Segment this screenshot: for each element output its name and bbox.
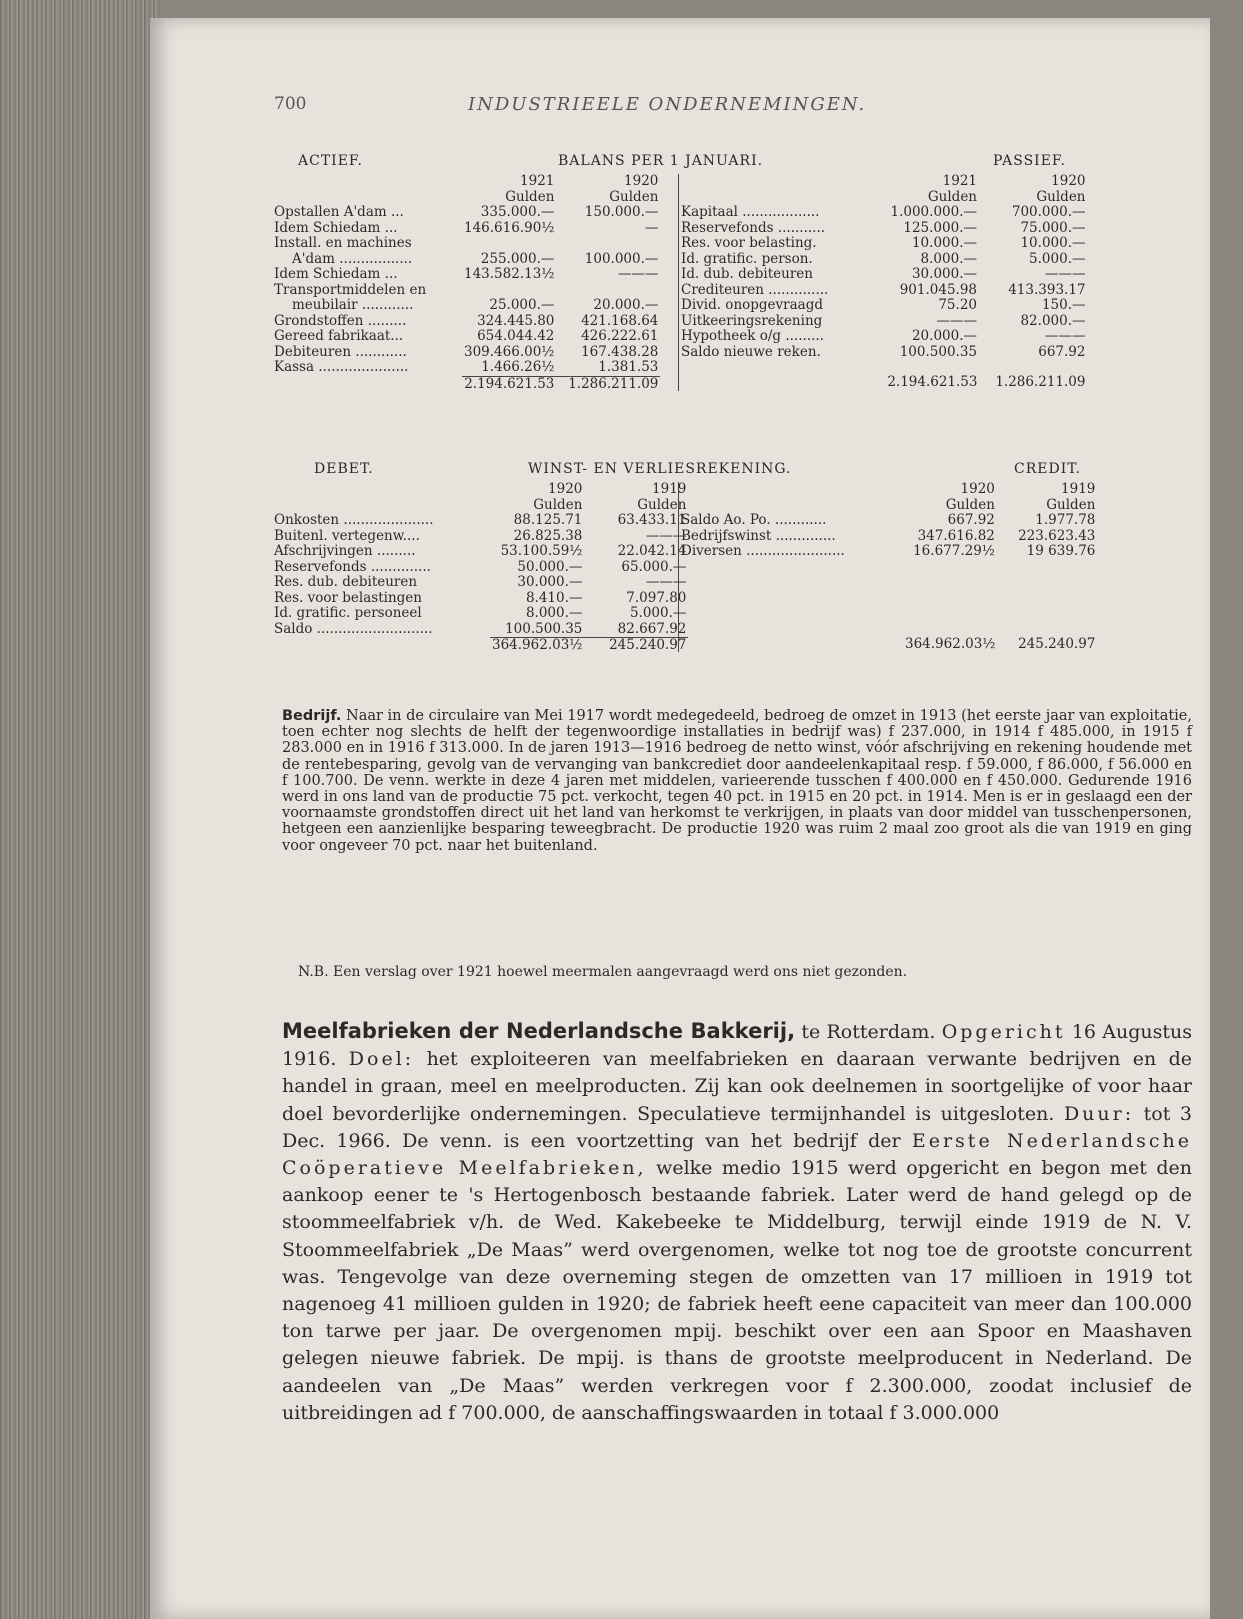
row-label: Transportmiddelen en: [274, 281, 427, 298]
row-label: Crediteuren ..............: [679, 283, 874, 299]
bedrijf-lead: Bedrijf.: [282, 708, 342, 724]
row-label: A'dam .................: [292, 250, 413, 267]
row-value-previous: 667.92: [1038, 343, 1086, 360]
running-title: INDUSTRIEELE ONDERNEMINGEN.: [468, 94, 867, 115]
duur-label: Duur:: [1063, 1102, 1135, 1125]
balance-asset-row: [272, 298, 660, 314]
bedrijf-text: Naar in de circulaire van Mei 1917 wordt medegedeeld, bedroeg de omzet in 1913 (het eerste jaar van exploitatie, toen echter nog slechts de helft der tegenwoordige installaties in bedrijf was) f 237.000, in 1914 f 485.000, in 1915 f 283.000 en in 1916 f 313.000. In de jaren 1913—1916 bedroeg de netto winst, vóór afschrijving en rekening houdende met de rentebesparing, gevolg van de vervanging van bankcrediet door aandeelenkapitaal resp. f 59.000, f 86.000, f 56.000 en f 100.700. De venn. werkte in deze 4 jaren met middelen, varieerende tusschen f 400.000 en f 450.000. Gedurende 1916 werd in ons land van de productie 75 pct. verkocht, tegen 40 pct. in 1915 en 20 pct. in 1914. Men is er in geslaagd een der voornaamste grondstoffen direct uit het land van herkomst te verkrijgen, in plaats van door middel van tusschenpersonen, hetgeen een aanzienlijke besparing teweegbracht. De productie 1920 was ruim 2 maal zoo groot als die van 1919 en ging voor ongeveer 70 pct. naar het buitenland.: [282, 708, 1192, 854]
row-value-previous: ———: [645, 574, 687, 590]
row-value-previous: ———: [645, 527, 687, 544]
row-value-previous: 421.168.64: [581, 312, 659, 329]
row-label: Bedrijfswinst ..............: [679, 529, 904, 545]
currency-label: Gulden: [505, 188, 555, 205]
row-label: Buitenl. vertegenw....: [274, 527, 420, 544]
balance-assets-year: 1920: [624, 173, 659, 189]
currency-label: Gulden: [1046, 496, 1096, 513]
pl-total-current: 364.962.03½: [492, 637, 583, 653]
balance-left-title: ACTIEF.: [298, 153, 363, 169]
balance-asset-row: [272, 360, 660, 376]
row-value-current: 146.616.90½: [464, 219, 555, 236]
former-company-name: Eerste Nederlandsche Coöperatieve Meelfabrieken,: [282, 1129, 1192, 1180]
row-value-current: 30.000.—: [517, 574, 583, 590]
balance-assets-table: [272, 174, 660, 392]
balance-liability-row: [679, 205, 1088, 221]
row-value-current: 26.825.38: [513, 527, 583, 544]
row-value-current: 100.500.35: [490, 622, 584, 638]
book-page-edges: [0, 0, 160, 1619]
row-value-current: 347.616.82: [917, 527, 995, 544]
row-label: Id. dub. debiteuren: [679, 267, 874, 283]
row-label: Res. dub. debiteuren: [274, 574, 418, 590]
balance-liability-row: [679, 267, 1088, 283]
balance-asset-row: [272, 314, 660, 330]
pl-debit-table: [272, 482, 688, 654]
row-value-previous: 426.222.61: [581, 328, 659, 344]
row-value-current: 25.000.—: [489, 297, 555, 313]
row-value-current: 1.466.26½: [462, 360, 556, 376]
row-value-previous: 82.667.92: [584, 622, 688, 638]
row-value-previous: 150.000.—: [584, 204, 659, 220]
row-value-previous: [556, 283, 660, 299]
row-label: Id. gratific. person.: [679, 252, 874, 268]
balance-liabilities-year: 1921: [942, 173, 977, 189]
row-value-current: [462, 236, 556, 252]
page-number: 700: [274, 94, 307, 114]
row-value-previous: 150.—: [1041, 297, 1086, 313]
row-value-current: [462, 283, 556, 299]
balance-liability-row: [679, 314, 1088, 330]
row-value-current: 53.100.59½: [500, 543, 583, 559]
pl-credit-row: [679, 544, 1098, 560]
row-value-current: 50.000.—: [517, 558, 583, 575]
row-value-previous: 167.438.28: [581, 343, 659, 360]
row-value-previous: [556, 236, 660, 252]
row-value-previous: 223.623.43: [1018, 527, 1096, 544]
pl-total-previous: 245.240.97: [1018, 635, 1096, 652]
company-paragraph: [282, 1018, 1192, 1427]
balance-liabilities-year: 1920: [1051, 173, 1086, 189]
row-label: Diversen .......................: [679, 544, 904, 560]
row-value-previous: ———: [1045, 328, 1086, 344]
pl-credit-year: 1920: [960, 481, 995, 497]
row-label: Opstallen A'dam ...: [274, 204, 404, 220]
row-value-current: 16.677.29½: [913, 543, 995, 559]
pl-total-previous: 245.240.97: [609, 637, 687, 653]
row-label: Kassa .....................: [274, 359, 409, 375]
pl-debit-year: 1920: [548, 481, 583, 497]
balance-asset-row: [272, 283, 660, 299]
currency-label: Gulden: [945, 496, 995, 513]
row-value-current: 100.500.35: [899, 343, 977, 360]
balance-asset-row: [272, 329, 660, 345]
row-value-current: 10.000.—: [911, 235, 977, 251]
pl-debit-row: [272, 575, 688, 591]
row-label: Saldo nieuwe reken.: [679, 345, 874, 361]
balance-liability-row: [679, 236, 1088, 252]
running-head: [150, 94, 1210, 124]
row-value-previous: ———: [617, 266, 659, 282]
row-label: Saldo Ao. Po. ............: [679, 513, 904, 529]
balance-liability-row: [679, 298, 1088, 314]
row-value-previous: 82.000.—: [1020, 312, 1086, 329]
currency-label: Gulden: [927, 188, 977, 205]
row-value-current: 88.125.71: [513, 512, 583, 528]
row-value-previous: 5.000.—: [629, 605, 687, 621]
company-text-5: welke medio 1915 werd opgericht en begon met den aankoop eener te 's Hertogenbosch bestaande fabriek. Later werd de hand gelegd op de stoommeelfabriek v/h. de Wed. Kakebeeke te Middelburg, terwijl einde 1919 de N. V. Stoommeelfabriek „De Maas” werd overgenomen, welke tot nog toe de grootste concurrent was. Tengevolge van deze overneming stegen de omzetten van 17 millioen in 1919 tot nagenoeg 41 millioen gulden in 1920; de fabriek heeft eene capaciteit van meer dan 100.000 ton tarwe per jaar. De overgenomen mpij. beschikt over een aan Spoor en Maashaven gelegen nieuwe fabriek. De mpij. is thans de grootste meelproducent in Nederland. De aandeelen van „De Maas” werden verkregen voor f 2.300.000, zoodat inclusief de uitbreidingen ad f 700.000, de aanschaffingswaarden in totaal f 3.000.000: [282, 1157, 1192, 1424]
balance-total-current: 2.194.621.53: [887, 374, 978, 390]
row-value-current: 1.000.000.—: [890, 204, 977, 220]
balance-assets-year: 1921: [520, 173, 555, 189]
row-value-current: 143.582.13½: [464, 266, 555, 282]
balance-liability-row: [679, 252, 1088, 268]
balance-asset-row: [272, 267, 660, 283]
pl-credit-row: [679, 529, 1098, 545]
row-label: Reservefonds ..............: [274, 558, 431, 575]
row-value-current: 30.000.—: [911, 266, 977, 282]
row-label: meubilair ............: [292, 297, 414, 313]
row-value-current: 255.000.—: [480, 250, 555, 267]
row-value-current: 324.445.80: [477, 312, 555, 329]
note: N.B. Een verslag over 1921 hoewel meermalen aangevraagd werd ons niet gezonden.: [298, 964, 908, 980]
row-value-previous: 5.000.—: [1029, 250, 1086, 267]
row-label: Idem Schiedam ...: [274, 266, 398, 282]
company-text-3: het exploiteeren van meelfabrieken en daaraan verwante bedrijven en de handel in graan, meel en meelproducten. Zij kan ook deelnemen in soortgelijke of voor haar doel bevorderlijke ondernemingen. Speculatieve termijnhandel is uitgesloten.: [282, 1048, 1192, 1125]
pl-credit-row: [679, 513, 1098, 529]
row-label: Debiteuren ............: [274, 343, 407, 360]
balance-total-current: 2.194.621.53: [464, 375, 555, 392]
row-value-previous: 10.000.—: [1020, 235, 1086, 251]
row-label: Kapitaal ..................: [679, 205, 874, 221]
pl-credit-year: 1919: [1061, 481, 1096, 497]
balance-title: BALANS PER 1 JANUARI.: [558, 153, 764, 169]
row-value-previous: 20.000.—: [593, 297, 659, 313]
row-value-previous: 100.000.—: [584, 250, 659, 267]
row-label: Onkosten .....................: [274, 512, 434, 528]
row-label: Hypotheek o/g .........: [679, 329, 874, 345]
row-label: Gereed fabrikaat...: [274, 328, 404, 344]
pl-debit-row: [272, 591, 688, 607]
row-label: Res. voor belasting.: [679, 236, 874, 252]
row-value-current: 20.000.—: [911, 328, 977, 344]
row-label: Reservefonds ...........: [679, 221, 874, 237]
row-label: Id. gratific. personeel: [274, 605, 422, 621]
row-label: Divid. onopgevraagd: [679, 298, 874, 314]
row-value-previous: —: [644, 219, 659, 236]
balance-liabilities-table: [678, 174, 1088, 391]
pl-debit-row: [272, 560, 688, 576]
balance-right-title: PASSIEF.: [993, 153, 1066, 169]
company-text-1: te Rotterdam.: [801, 1021, 936, 1043]
row-value-current: 8.000.—: [920, 250, 977, 267]
row-value-previous: ———: [1045, 266, 1086, 282]
row-value-previous: 65.000.—: [621, 558, 687, 575]
balance-total-previous: 1.286.211.09: [995, 374, 1086, 390]
row-label: Idem Schiedam ...: [274, 219, 398, 236]
row-value-current: ———: [936, 312, 977, 329]
pl-debit-row: [272, 529, 688, 545]
pl-debit-row: [272, 544, 688, 560]
balance-asset-row: [272, 345, 660, 361]
row-value-current: 8.000.—: [525, 605, 583, 621]
row-value-current: 901.045.98: [899, 281, 977, 298]
row-label: Res. voor belastingen: [274, 589, 422, 606]
pl-right-title: CREDIT.: [1014, 461, 1081, 477]
pl-debit-row: [272, 622, 688, 638]
pl-debit-row: [272, 606, 688, 622]
page: [150, 18, 1210, 1619]
opgericht-label: Opgericht: [941, 1021, 1066, 1043]
row-value-current: 654.044.42: [477, 328, 555, 344]
row-value-current: 309.466.00½: [464, 343, 555, 360]
row-value-current: 75.20: [938, 297, 977, 313]
balance-liability-row: [679, 345, 1088, 361]
row-label: Saldo ...........................: [274, 620, 433, 637]
row-value-previous: 22.042.14: [617, 543, 687, 559]
doel-label: Doel:: [348, 1048, 415, 1071]
row-value-previous: 1.977.78: [1035, 512, 1096, 528]
pl-title: WINST- EN VERLIESREKENING.: [528, 461, 792, 477]
row-value-previous: 413.393.17: [1008, 281, 1086, 298]
row-value-previous: 75.000.—: [1020, 219, 1086, 236]
pl-left-title: DEBET.: [314, 461, 374, 477]
currency-label: Gulden: [1036, 188, 1086, 205]
row-value-current: 125.000.—: [903, 219, 977, 236]
balance-asset-row: [272, 252, 660, 268]
row-label: Afschrijvingen .........: [274, 543, 416, 559]
row-value-current: 335.000.—: [480, 204, 555, 220]
currency-label: Gulden: [637, 496, 687, 513]
row-label: Uitkeeringsrekening: [679, 314, 874, 330]
row-label: Install. en machines: [274, 235, 412, 251]
company-text-2: 16 Augustus 1916.: [282, 1021, 1192, 1071]
balance-total-previous: 1.286.211.09: [568, 375, 659, 392]
pl-total-current: 364.962.03½: [905, 635, 996, 652]
balance-liability-row: [679, 221, 1088, 237]
balance-asset-row: [272, 221, 660, 237]
row-value-previous: 700.000.—: [1011, 204, 1086, 220]
row-value-current: 667.92: [947, 512, 995, 528]
company-name: Meelfabrieken der Nederlandsche Bakkerij,: [282, 1019, 796, 1043]
row-value-previous: 19 639.76: [1026, 543, 1096, 559]
pl-credit-table: [678, 482, 1097, 652]
pl-debit-year: 1919: [652, 481, 687, 497]
balance-asset-row: [272, 205, 660, 221]
balance-asset-row: [272, 236, 660, 252]
currency-label: Gulden: [609, 188, 659, 205]
balance-liability-row: [679, 329, 1088, 345]
currency-label: Gulden: [533, 496, 583, 513]
row-value-current: 8.410.—: [525, 589, 583, 606]
pl-debit-row: [272, 513, 688, 529]
row-label: Grondstoffen .........: [274, 312, 407, 329]
row-value-previous: 1.381.53: [556, 360, 660, 376]
company-text-4: tot 3 Dec. 1966. De venn. is een voortzetting van het bedrijf der: [282, 1102, 1192, 1152]
row-value-previous: 7.097.80: [626, 589, 687, 606]
bedrijf-paragraph: [282, 708, 1192, 854]
balance-liability-row: [679, 283, 1088, 299]
row-value-previous: 63.433.11: [617, 512, 687, 528]
